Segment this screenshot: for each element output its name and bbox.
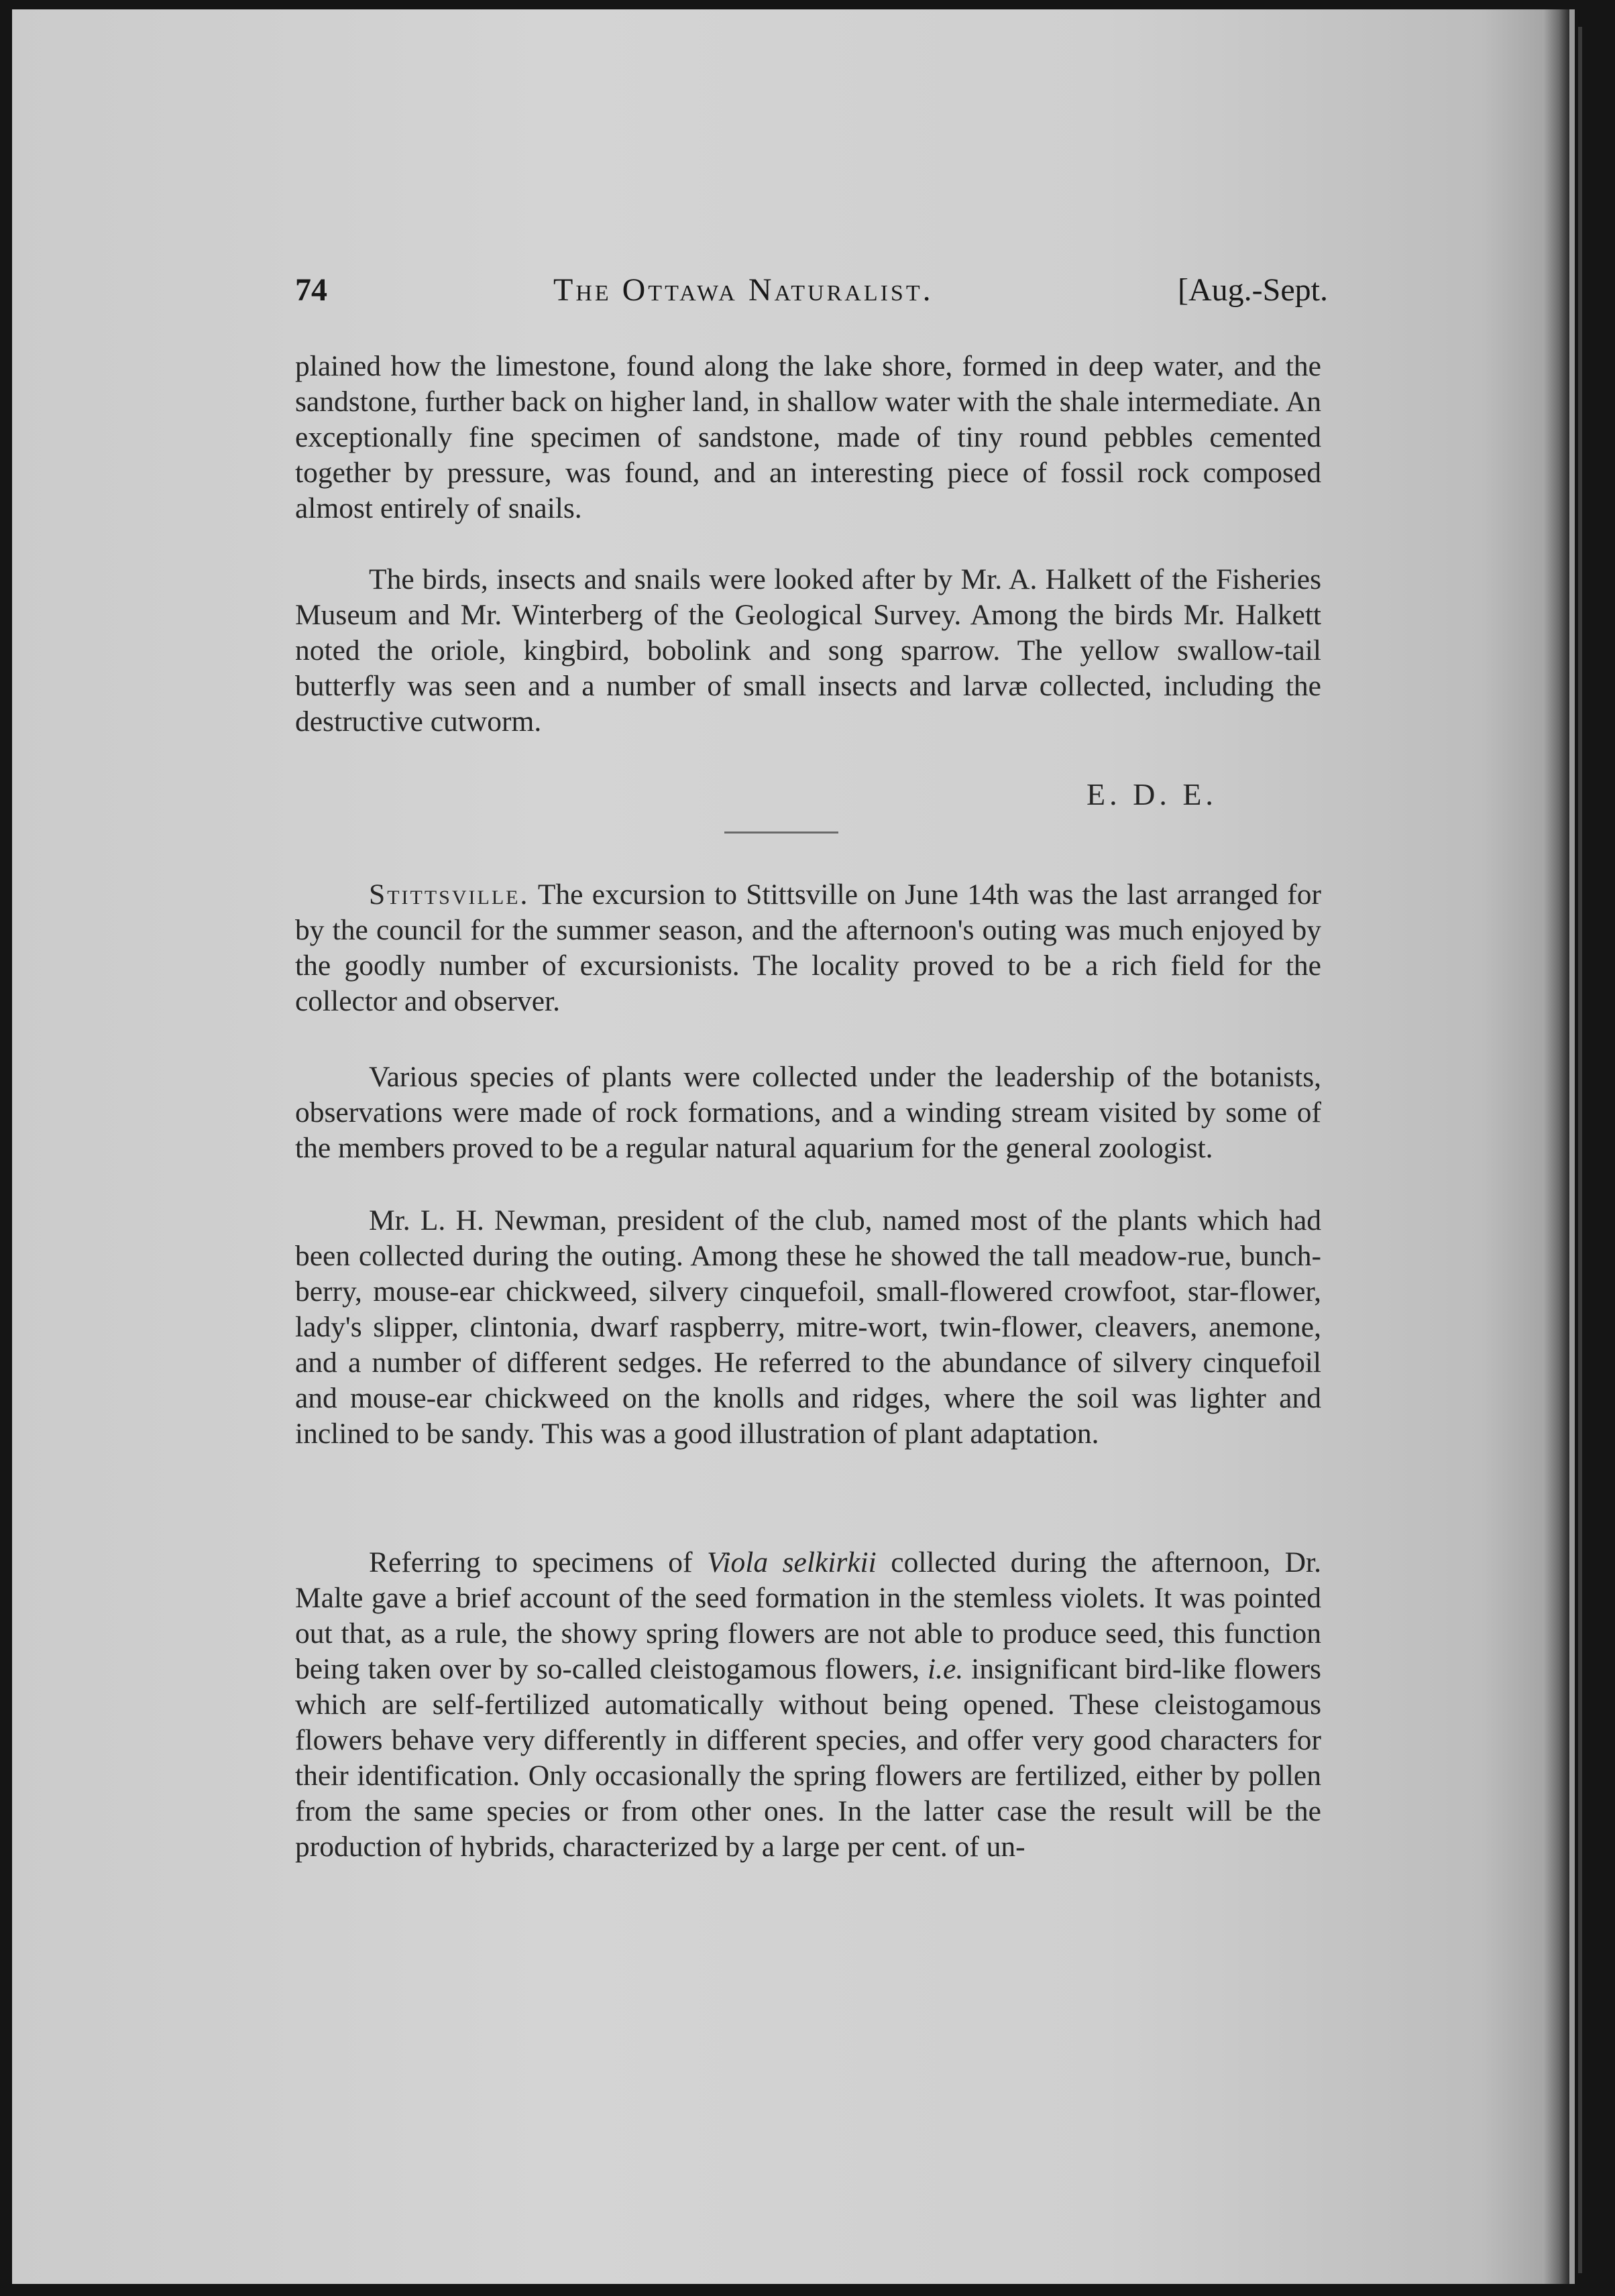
paragraph-viola-seed-formation bbox=[295, 1545, 1321, 1865]
paragraph-birds-insects: The birds, insects and snails were looked after by Mr. A. Halkett of the Fisheries Museum and Mr. Winterberg of the Geological Survey. Among the birds Mr. Halkett noted the oriole, kingbird, bobolink and song sparrow. The yellow swallow-tail butterfly was seen and a number of small insects and larvæ collected, including the destructive cutworm. bbox=[295, 563, 1321, 738]
page-edge-shadow bbox=[1543, 9, 1569, 2284]
paragraph-plants-collected: Various species of plants were collected under the leadership of the botanists, observations were made of rock formations, and a winding stream visited by some of the members proved to be a regular natural aquarium for the general zoologist. bbox=[295, 1061, 1321, 1164]
section-divider bbox=[724, 831, 838, 834]
author-initials: E. D. E. bbox=[1087, 777, 1217, 811]
paragraph-newman-plants: Mr. L. H. Newman, president of the club, named most of the plants which had been collected during the outing. Among these he showed the tall meadow-rue, bunch-berry, mouse-ear chickweed, silvery cinquefoil, small-flowered crowfoot, star-flower, lady's slipper, clintonia, dwarf raspberry, mitre-wort, twin-flower, cleavers, anemone, and a number of different sedges. He referred to the abundance of silvery cinquefoil and mouse-ear chickweed on the knolls and ridges, where the soil was lighter and inclined to be sandy. This was a good illustration of plant adaptation. bbox=[295, 1204, 1321, 1450]
issue-label: [Aug.-Sept. bbox=[1178, 272, 1328, 308]
viola-text-c: insignificant bird-like flowers which are self-fertilized automatically without being opened. These cleistogamous flowers behave very differently in different species, and offer very good characters for their identification. Only occasionally the spring flowers are fertilized, either by pollen from the same species or from other ones. In the latter case the result will be the production of hybrids, characterized by a large per cent. of un- bbox=[295, 1653, 1321, 1863]
binding-edge bbox=[1578, 27, 1582, 2273]
paragraph-stittsville bbox=[295, 877, 1321, 1019]
running-head bbox=[295, 272, 1328, 319]
journal-title: The Ottawa Naturalist. bbox=[553, 272, 934, 308]
viola-text-a: Referring to specimens of bbox=[369, 1546, 708, 1578]
ie-abbreviation: i.e. bbox=[928, 1653, 964, 1685]
page-number: 74 bbox=[295, 272, 327, 308]
section-heading-stittsville: Stittsville. bbox=[369, 878, 530, 911]
species-name: Viola selkirkii bbox=[707, 1546, 877, 1578]
stittsville-body: The excursion to Stittsville on June 14th was the last arranged for by the council for the summer season, and the afternoon's outing was much enjoyed by the goodly number of excursionists. The locality proved to be a rich field for the collector and observer. bbox=[295, 878, 1321, 1017]
paragraph-geology-continued: plained how the limestone, found along the lake shore, formed in deep water, and the sandstone, further back on higher land, in shallow water with the shale intermediate. An exceptionally fine specimen of sandstone, made of tiny round pebbles cemented together by pressure, was found, and an interesting piece of fossil rock composed almost entirely of snails. bbox=[295, 350, 1321, 524]
viola-text-b: collected during the afternoon, Dr. Malte gave a brief account of the seed formation in the stemless violets. It was pointed out that, as a rule, the showy spring flowers are not able to produce seed, this function being taken over by so-called cleistogamous flowers, bbox=[295, 1546, 1321, 1685]
